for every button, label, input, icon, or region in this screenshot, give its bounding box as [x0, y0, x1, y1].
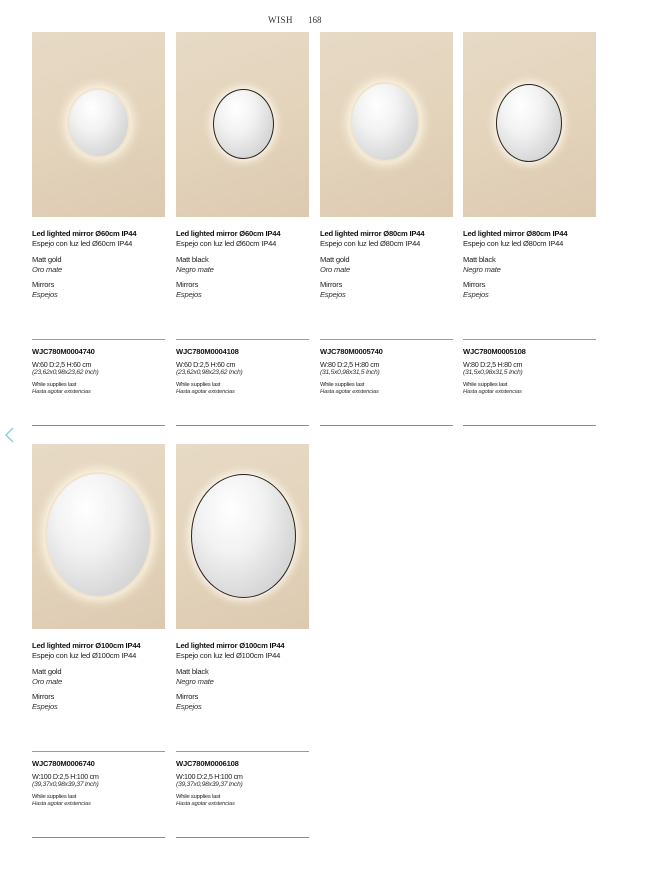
- product-card[interactable]: [32, 444, 165, 838]
- product-finish-es: Oro mate: [32, 265, 63, 274]
- product-photo: [463, 32, 596, 217]
- product-finish: Matt gold: [32, 667, 62, 676]
- supply-note-es: Hasta agotar existencias: [463, 389, 522, 395]
- product-code: WJC780M0005108: [463, 347, 526, 356]
- supply-note: While supplies last: [320, 382, 365, 388]
- product-category-es: Espejos: [463, 290, 489, 299]
- product-finish: Matt gold: [32, 255, 62, 264]
- product-photo: [320, 32, 453, 217]
- divider: [463, 425, 596, 426]
- product-finish: Matt black: [463, 255, 496, 264]
- product-category-es: Espejos: [320, 290, 346, 299]
- product-dimensions: W:60 D:2,5 H:60 cm: [32, 360, 92, 369]
- product-dimensions-inch: (23,62x0,98x23,62 Inch): [32, 369, 99, 376]
- product-dimensions: W:60 D:2,5 H:60 cm: [176, 360, 236, 369]
- divider: [176, 425, 309, 426]
- product-dimensions: W:80 D:2,5 H:80 cm: [320, 360, 380, 369]
- product-title: Led lighted mirror Ø60cm IP44: [176, 229, 281, 238]
- divider: [32, 837, 165, 838]
- product-subtitle: Espejo con luz led Ø80cm IP44: [320, 239, 421, 248]
- product-code: WJC780M0006740: [32, 759, 95, 768]
- supply-note: While supplies last: [463, 382, 508, 388]
- product-category: Mirrors: [176, 692, 199, 701]
- product-category-es: Espejos: [176, 290, 202, 299]
- product-subtitle: Espejo con luz led Ø60cm IP44: [176, 239, 277, 248]
- product-subtitle: Espejo con luz led Ø80cm IP44: [463, 239, 564, 248]
- product-card[interactable]: [320, 32, 453, 426]
- product-card[interactable]: [176, 32, 309, 426]
- supply-note: While supplies last: [32, 794, 77, 800]
- product-finish-es: Negro mate: [176, 265, 214, 274]
- mirror-image: [213, 89, 274, 159]
- supply-note-es: Hasta agotar existencias: [320, 389, 379, 395]
- mirror-image: [69, 90, 128, 156]
- supply-note-es: Hasta agotar existencias: [176, 389, 235, 395]
- divider: [176, 837, 309, 838]
- product-category: Mirrors: [32, 280, 55, 289]
- product-card[interactable]: [32, 32, 165, 426]
- product-dimensions-inch: (39,37x0,98x39,37 Inch): [176, 781, 243, 788]
- product-category-es: Espejos: [32, 290, 58, 299]
- product-finish-es: Negro mate: [176, 677, 214, 686]
- product-dimensions: W:80 D:2,5 H:80 cm: [463, 360, 523, 369]
- page-header: [0, 15, 645, 27]
- product-subtitle: Espejo con luz led Ø100cm IP44: [32, 651, 137, 660]
- product-category-es: Espejos: [32, 702, 58, 711]
- supply-note-es: Hasta agotar existencias: [176, 801, 235, 807]
- product-photo: [176, 444, 309, 629]
- mirror-image: [352, 84, 418, 160]
- supply-note: While supplies last: [176, 382, 221, 388]
- product-photo: [32, 32, 165, 217]
- product-subtitle: Espejo con luz led Ø100cm IP44: [176, 651, 281, 660]
- mirror-image: [496, 84, 562, 162]
- product-dimensions-inch: (31,5x0,98x31,5 Inch): [320, 369, 380, 376]
- product-category-es: Espejos: [176, 702, 202, 711]
- product-photo: [32, 444, 165, 629]
- product-dimensions: W:100 D:2,5 H:100 cm: [176, 772, 243, 781]
- product-code: WJC780M0004108: [176, 347, 239, 356]
- product-finish-es: Negro mate: [463, 265, 501, 274]
- product-title: Led lighted mirror Ø80cm IP44: [463, 229, 568, 238]
- product-category: Mirrors: [176, 280, 199, 289]
- product-code: WJC780M0005740: [320, 347, 383, 356]
- product-title: Led lighted mirror Ø100cm IP44: [32, 641, 141, 650]
- divider: [320, 425, 453, 426]
- product-code: WJC780M0004740: [32, 347, 95, 356]
- product-finish-es: Oro mate: [32, 677, 63, 686]
- product-dimensions-inch: (23,62x0,98x23,62 Inch): [176, 369, 243, 376]
- product-title: Led lighted mirror Ø80cm IP44: [320, 229, 425, 238]
- product-finish: Matt gold: [320, 255, 350, 264]
- product-dimensions-inch: (31,5x0,98x31,5 Inch): [463, 369, 523, 376]
- product-title: Led lighted mirror Ø100cm IP44: [176, 641, 285, 650]
- product-category: Mirrors: [463, 280, 486, 289]
- page-number: 168: [308, 15, 322, 25]
- mirror-image: [47, 474, 150, 596]
- product-code: WJC780M0006108: [176, 759, 239, 768]
- product-dimensions: W:100 D:2,5 H:100 cm: [32, 772, 99, 781]
- product-finish-es: Oro mate: [320, 265, 351, 274]
- divider: [32, 425, 165, 426]
- product-category: Mirrors: [32, 692, 55, 701]
- brand-name: WISH: [268, 15, 293, 25]
- supply-note-es: Hasta agotar existencias: [32, 801, 91, 807]
- product-card[interactable]: [176, 444, 309, 838]
- product-dimensions-inch: (39,37x0,98x39,37 Inch): [32, 781, 99, 788]
- product-title: Led lighted mirror Ø60cm IP44: [32, 229, 137, 238]
- supply-note-es: Hasta agotar existencias: [32, 389, 91, 395]
- product-photo: [176, 32, 309, 217]
- product-subtitle: Espejo con luz led Ø60cm IP44: [32, 239, 133, 248]
- product-category: Mirrors: [320, 280, 343, 289]
- product-card[interactable]: [463, 32, 596, 426]
- mirror-image: [191, 474, 296, 598]
- supply-note: While supplies last: [32, 382, 77, 388]
- product-finish: Matt black: [176, 255, 209, 264]
- supply-note: While supplies last: [176, 794, 221, 800]
- product-finish: Matt black: [176, 667, 209, 676]
- chevron-left-icon[interactable]: [3, 426, 17, 444]
